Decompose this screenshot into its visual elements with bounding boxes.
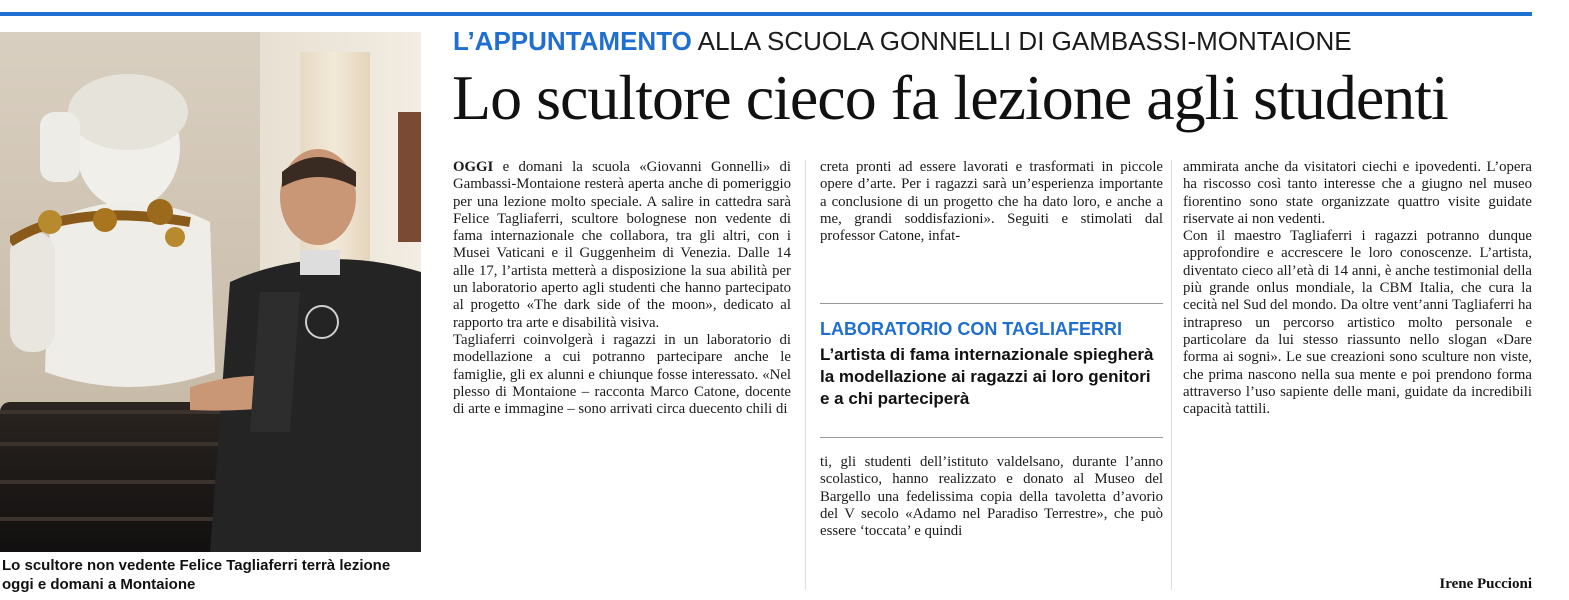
paragraph: ti, gli studenti dell’istituto valdelsano, durante l’anno scolastico, hanno realizzato e donato al Museo del Bargello una fedelissima copia della tavoletta d’avorio del V secolo «Adamo nel Paradiso Terrestre», che può essere ‘toccata’ e quindi <box>820 454 1163 540</box>
box-title: LABORATORIO CON TAGLIAFERRI <box>820 319 1122 339</box>
lead-word: OGGI <box>453 159 494 175</box>
sidebar-box <box>820 303 1163 410</box>
box-rule-bottom <box>820 437 1163 438</box>
article-kicker <box>453 26 1352 56</box>
article-column-3 <box>1183 159 1532 418</box>
kicker-rest: ALLA SCUOLA GONNELLI DI GAMBASSI-MONTAIONE <box>691 26 1352 56</box>
paragraph: creta pronti ad essere lavorati e trasformati in piccole opere d’arte. Per i ragazzi sarà un’esperienza importante a conclusione di un progetto che ha dato loro, e anche a me, grandi soddisfazioni». Seguiti e stimolati dal professor Catone, infat- <box>820 159 1163 245</box>
top-rule <box>0 12 1532 16</box>
article-column-1 <box>453 159 791 418</box>
paragraph: Con il maestro Tagliaferri i ragazzi potranno dunque approfondire e accrescere le loro conoscenze. L’artista, diventato cieco all’età di 14 anni, è anche testimonial della più grande onlus mondiale, la CBM Italia, che cura la cecità nel Sud del mondo. Da oltre vent’anni Tagliaferri ha intrapreso un percorso artistico molto personale e particolare da lui stesso riassunto nello slogan «Dare forma ai sogni». Le sue creazioni sono sculture non viste, che prima nascono nella sua mente e poi prendono forma attraverso l’uso sapiente delle mani, guidate da incredibili capacità tattili. <box>1183 228 1532 418</box>
paragraph-text: e domani la scuola «Giovanni Gonnelli» di Gambassi-Montaione resterà aperta anche di pomeriggio per una lezione molto speciale. A salire in cattedra sarà Felice Tagliaferri, scultore bolognese non vedente di fama internazionale che collabora, tra gli altri, con i Musei Vaticani e il Guggenheim di Venezia. Dalle 14 alle 17, l’artista metterà a disposizione la sua abilità per un laboratorio aperto agli studenti che hanno partecipato al progetto «The dark side of the moon», dedicato al rapporto tra arte e disabilità visiva. <box>453 159 791 331</box>
article-column-2-bottom <box>820 454 1163 540</box>
box-subtitle: L’artista di fama internazionale spiegherà la modellazione ai ragazzi ai loro genitori e a chi parteciperà <box>820 345 1154 408</box>
article-headline: Lo scultore cieco fa lezione agli studenti <box>452 62 1448 133</box>
photo-caption: Lo scultore non vedente Felice Tagliaferri terrà lezione oggi e domani a Montaione <box>2 557 391 593</box>
article-author: Irene Puccioni <box>1439 576 1532 592</box>
box-rule-top <box>820 303 1163 304</box>
paragraph: ammirata anche da visitatori ciechi e ipovedenti. L’opera ha riscosso così tanto interesse che a giugno nel museo fiorentino sono state organizzate quattro visite guidate riservate ai non vedenti. <box>1183 159 1532 227</box>
paragraph: Tagliaferri coinvolgerà i ragazzi in un laboratorio di modellazione a cui potranno partecipare anche le famiglie, gli ex alunni e chiunque fosse interessato. «Nel plesso di Montaione – racconta Marco Catone, docente di arte e immagine – sono arrivati circa duecento chili di <box>453 331 791 418</box>
kicker-highlight: L’APPUNTAMENTO <box>453 26 692 56</box>
column-separator <box>1171 160 1172 590</box>
column-separator <box>805 160 806 590</box>
article-column-2-top <box>820 159 1163 245</box>
sculptor-figure <box>170 142 421 552</box>
paragraph <box>453 159 791 332</box>
article-photo <box>0 32 421 552</box>
